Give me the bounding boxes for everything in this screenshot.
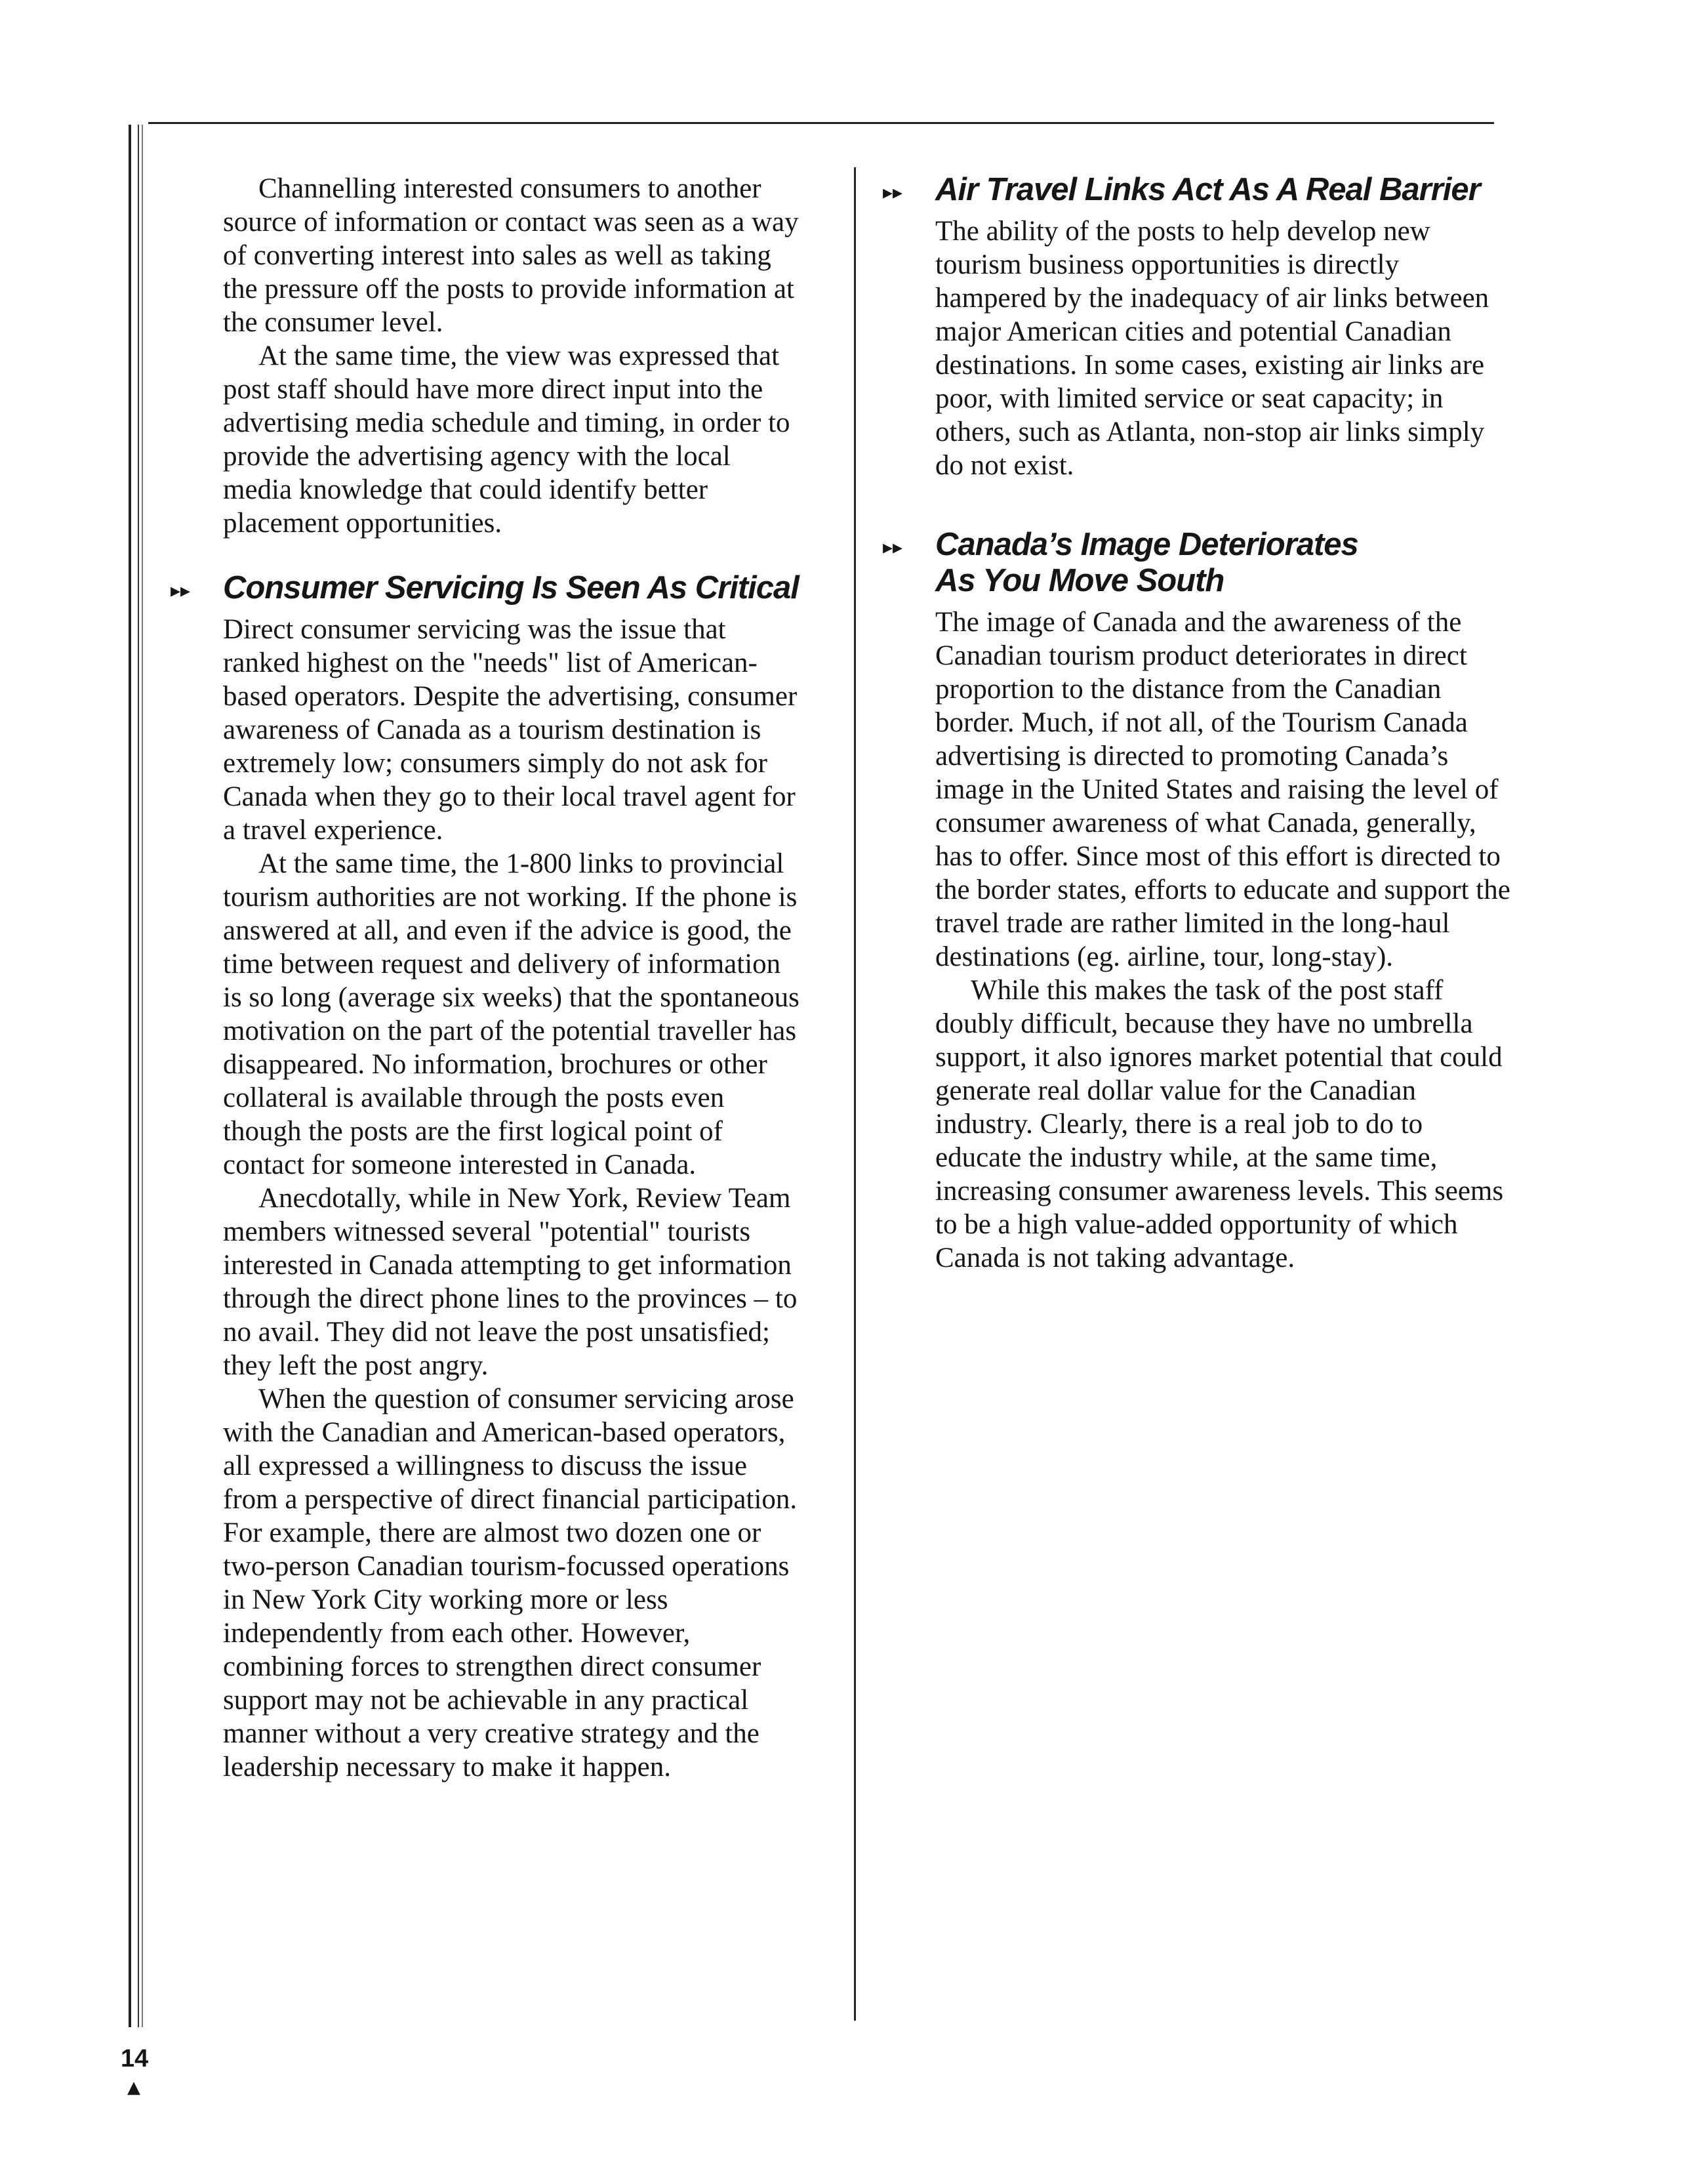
right-column xyxy=(883,172,1512,1275)
left-margin-bar-inner xyxy=(142,125,143,2027)
section-heading-text: Consumer Servicing Is Seen As Critical xyxy=(223,570,799,606)
paragraph: Direct consumer servicing was the issue that ranked highest on the "needs" list of American-based operators. Despite the advertising, consumer awareness of Canada as a tourism destination is extremely low; consumers simply do not ask for Canada when they go to their local travel agent for a travel experience. xyxy=(223,614,798,846)
paragraph: Channelling interested consumers to another source of information or contact was seen as a way of converting interest into sales as well as taking the pressure off the posts to provide information at the consumer level. xyxy=(223,173,799,338)
column-divider xyxy=(854,167,856,2021)
section-heading-air-travel xyxy=(883,172,1512,208)
heading-arrow-icon: ▸▸ xyxy=(883,182,903,203)
paragraph: Anecdotally, while in New York, Review Team members witnessed several "potential" tourists interested in Canada attempting to get information through the direct phone lines to the provinces – to no avail. They did not leave the post unsatisfied; they left the post angry. xyxy=(223,1183,798,1381)
section-heading-text-line1: Canada’s Image Deteriorates xyxy=(935,527,1358,562)
heading-arrow-icon: ▸▸ xyxy=(171,580,191,602)
section-heading-consumer-servicing xyxy=(171,570,800,606)
top-rule xyxy=(148,122,1494,124)
paragraph: When the question of consumer servicing arose with the Canadian and American-based operators, all expressed a willingness to discuss the issue from a perspective of direct financial participation. For example, there are almost two dozen one or two-person Canadian tourism-focussed operations in New York City working more or less independently from each other. However, combining forces to strengthen direct consumer support may not be achievable in any practical manner without a very creative strategy and the leadership necessary to make it happen. xyxy=(223,1384,798,1782)
page-triangle-icon: ▲ xyxy=(127,2078,140,2097)
left-column xyxy=(171,172,800,1784)
paragraph: At the same time, the 1-800 links to provincial tourism authorities are not working. If the phone is answered at all, and even if the advice is good, the time between request and delivery of information is so long (average six weeks) that the spontaneous motivation on the part of the potential traveller has disappeared. No information, brochures or other collateral is available through the posts even though the posts are the first logical point of contact for someone interested in Canada. xyxy=(223,848,799,1180)
left-margin-bar xyxy=(129,125,139,2027)
section-heading-text: Air Travel Links Act As A Real Barrier xyxy=(935,172,1480,207)
paragraph: The image of Canada and the awareness of the Canadian tourism product deteriorates in direct proportion to the distance from the Canadian border. Much, if not all, of the Tourism Canada advertising is directed to promoting Canada’s image in the United States and raising the level of consumer awareness of what Canada, generally, has to offer. Since most of this effort is directed to the border states, efforts to educate and support the travel trade are rather limited in the long-haul destinations (eg. airline, tour, long-stay). xyxy=(935,607,1510,972)
page-number: 14 xyxy=(121,2045,149,2072)
paragraph: At the same time, the view was expressed that post staff should have more direct input into the advertising media schedule and timing, in order to provide the advertising agency with the local media knowledge that could identify better placement opportunities. xyxy=(223,340,790,539)
section-heading-text-line2: As You Move South xyxy=(935,563,1224,598)
heading-arrow-icon: ▸▸ xyxy=(883,537,903,558)
paragraph: The ability of the posts to help develop new tourism business opportunities is directly hampered by the inadequacy of air links between major American cities and potential Canadian destinations. In some cases, existing air links are poor, with limited service or seat capacity; in others, such as Atlanta, non-stop air links simply do not exist. xyxy=(935,216,1489,481)
section-heading-canada-image xyxy=(883,527,1512,599)
paragraph: While this makes the task of the post staff doubly difficult, because they have no umbrella support, it also ignores market potential that could generate real dollar value for the Canadian industry. Clearly, there is a real job to do to educate the industry while, at the same time, increasing consumer awareness levels. This seems to be a high value-added opportunity of which Canada is not taking advantage. xyxy=(935,975,1504,1273)
